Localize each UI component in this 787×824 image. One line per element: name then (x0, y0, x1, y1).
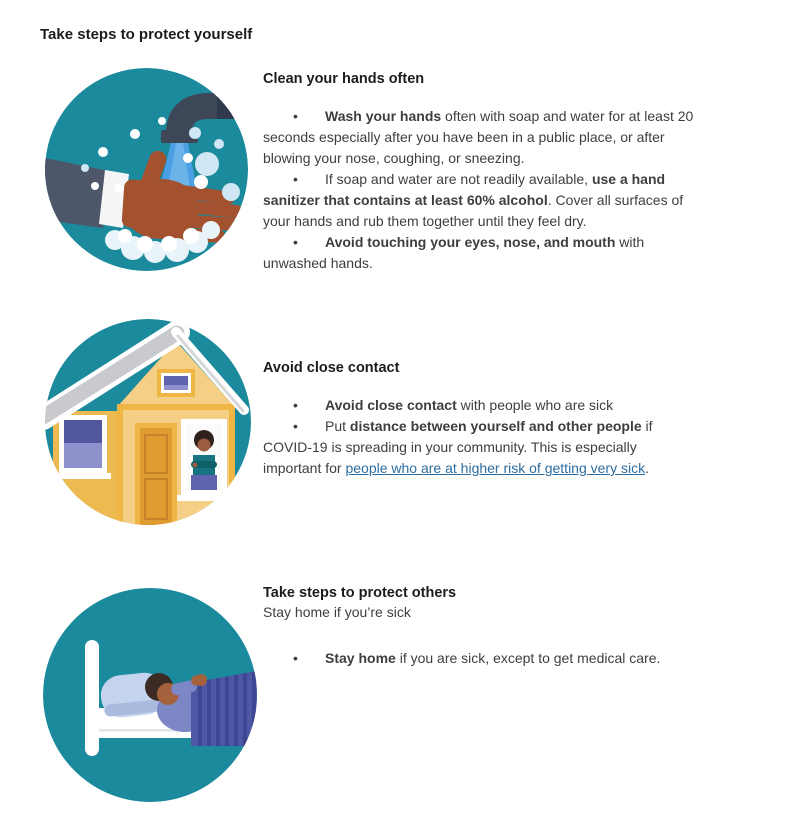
text-segment: with unwashed hands. (263, 234, 645, 271)
section-heading: Avoid close contact (263, 360, 400, 376)
section-heading: Take steps to protect others (263, 585, 457, 601)
bullet-list (263, 648, 695, 669)
handwashing-illustration (45, 68, 248, 271)
text-segment: . Cover all surfaces of your hands and rub them together until they feel dry. (263, 192, 684, 229)
text-segment: if COVID-19 is spreading in your community. This is especially important for (263, 418, 653, 476)
text-segment: use a hand sanitizer that contains at least 60% alcohol (263, 171, 666, 208)
woman-in-window (177, 419, 231, 501)
bullet-marker: • (293, 108, 298, 124)
person-in-bed-icon (43, 588, 257, 802)
house-illustration (45, 319, 251, 525)
bullet-marker: • (293, 650, 298, 666)
section-subheading: Stay home if you’re sick (263, 604, 411, 620)
side-window (55, 415, 111, 479)
bullet-marker: • (293, 171, 298, 187)
door (135, 423, 177, 525)
page-title: Take steps to protect yourself (40, 26, 253, 43)
section-avoid-close-contact (263, 358, 695, 479)
handwashing-icon (45, 68, 248, 271)
attic-window (157, 369, 195, 397)
section-clean-hands (263, 69, 695, 274)
text-segment: distance between yourself and other people (349, 418, 642, 434)
house-icon (45, 319, 251, 525)
text-segment: Avoid touching your eyes, nose, and mouth (325, 234, 616, 250)
bullet-item (263, 648, 695, 669)
bullet-item (263, 169, 695, 232)
text-segment: Wash your hands (325, 108, 442, 124)
bullet-item (263, 232, 695, 274)
text-segment: Stay home (325, 650, 396, 666)
bullet-item (263, 416, 695, 479)
bullet-marker: • (293, 418, 298, 434)
section-protect-others (263, 584, 695, 669)
text-segment: if you are sick, except to get medical care. (395, 650, 661, 666)
text-segment: Put (325, 418, 350, 434)
text-segment: Avoid close contact (325, 397, 457, 413)
bullet-list (263, 395, 695, 479)
bullet-item (263, 395, 695, 416)
text-segment: with people who are sick (456, 397, 614, 413)
bullet-item (263, 106, 695, 169)
text-segment: often with soap and water for at least 20 seconds especially after you have been in a public place, or after blowing your nose, coughing, or sneezing. (263, 108, 694, 166)
text-segment: . (645, 460, 649, 476)
person-in-bed-illustration (43, 588, 257, 802)
bullet-marker: • (293, 234, 298, 250)
bullet-marker: • (293, 397, 298, 413)
higher-risk-link[interactable]: people who are at higher risk of getting very sick (345, 460, 646, 476)
text-segment: If soap and water are not readily available, (325, 171, 592, 187)
section-heading: Clean your hands often (263, 71, 425, 87)
bullet-list (263, 106, 695, 274)
